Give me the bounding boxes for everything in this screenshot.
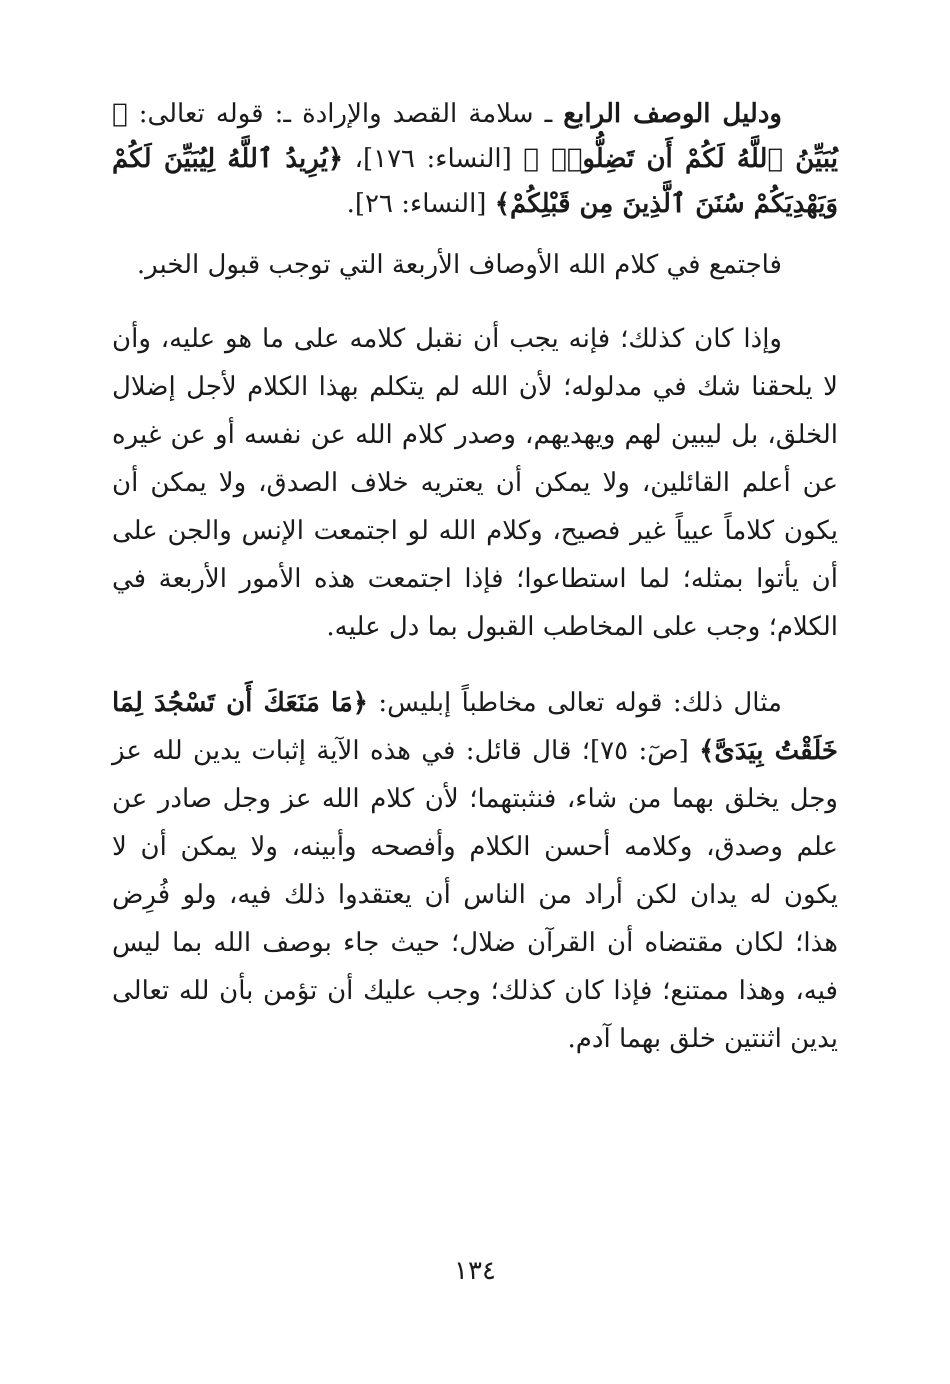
paragraph-gap — [112, 289, 838, 315]
verse-reference-nisa-176: [النساء: ١٧٦]، — [343, 144, 524, 174]
quran-verse-nisa-176: ﴿ يُبَيِّنُ ٱللَّهُ لَكُمْ أَن تَضِلُّوا۟ ﴾ — [112, 99, 838, 174]
paragraph-lead-bold: ودليل الوصف الرابع — [563, 99, 782, 129]
paragraph-lead-text: ـ سلامة القصد والإرادة ـ: قوله تعالى: — [127, 99, 564, 129]
paragraph-gap — [112, 227, 838, 241]
paragraph-example-iblis — [112, 679, 838, 1063]
paragraph-evidence-fourth-quality — [112, 92, 838, 227]
example-lead-text: مثال ذلك: قوله تعالى مخاطباً إبليس: — [368, 688, 782, 718]
example-body-text: [صٓ: ٧٥]؛ قال قائل: في هذه الآية إثبات يدين لله عز وجل يخلق بهما من شاء، فنثبتهما؛ لأن كلام الله عز وجل صادر عن علم وصدق، وكلامه أحسن الكلام وأفصحه وأبينه، ولا يمكن أن لا يكون له يدان لكن أراد من الناس أن يعتقدوا ذلك فيه، ولو فُرِض هذا؛ لكان مقتضاه أن القرآن ضلال؛ حيث جاء بوصف الله بما ليس فيه، وهذا ممتنع؛ فإذا كان كذلك؛ وجب عليك أن تؤمن بأن لله تعالى يدين اثنتين خلق بهما آدم. — [112, 736, 838, 1054]
paragraph-gap — [112, 651, 838, 679]
paragraph-four-qualities: فاجتمع في كلام الله الأوصاف الأربعة التي توجب قبول الخبر. — [136, 250, 782, 280]
verse-reference-nisa-26: [النساء: ٢٦]. — [346, 189, 495, 219]
paragraph-accept-speech: وإذا كان كذلك؛ فإنه يجب أن نقبل كلامه على ما هو عليه، وأن لا يلحقنا شك في مدلوله؛ لأن الله لم يتكلم بهذا الكلام لأجل إضلال الخلق، بل ليبين لهم ويهديهم، وصدر كلام الله عن نفسه أو عن غيره عن أعلم القائلين، ولا يمكن أن يعتريه خلاف الصدق، ولا يمكن أن يكون كلاماً عيياً غير فصيح، وكلام الله لو اجتمعت الإنس والجن على أن يأتوا بمثله؛ لما استطاعوا؛ فإذا اجتمعت هذه الأمور الأربعة في الكلام؛ وجب على المخاطب القبول بما دل عليه. — [112, 324, 838, 642]
page-number: ١٣٤ — [454, 1256, 496, 1286]
quran-verse-nisa-26: ﴿يُرِيدُ ٱللَّهُ لِيُبَيِّنَ لَكُمْ وَيَهْدِيَكُمْ سُنَنَ ٱلَّذِينَ مِن قَبْلِكُمْ﴾ — [112, 144, 838, 219]
quran-verse-sad-75: ﴿مَا مَنَعَكَ أَن تَسْجُدَ لِمَا خَلَقْتُ بِيَدَىَّ﴾ — [112, 688, 838, 766]
page-body — [112, 92, 838, 1063]
